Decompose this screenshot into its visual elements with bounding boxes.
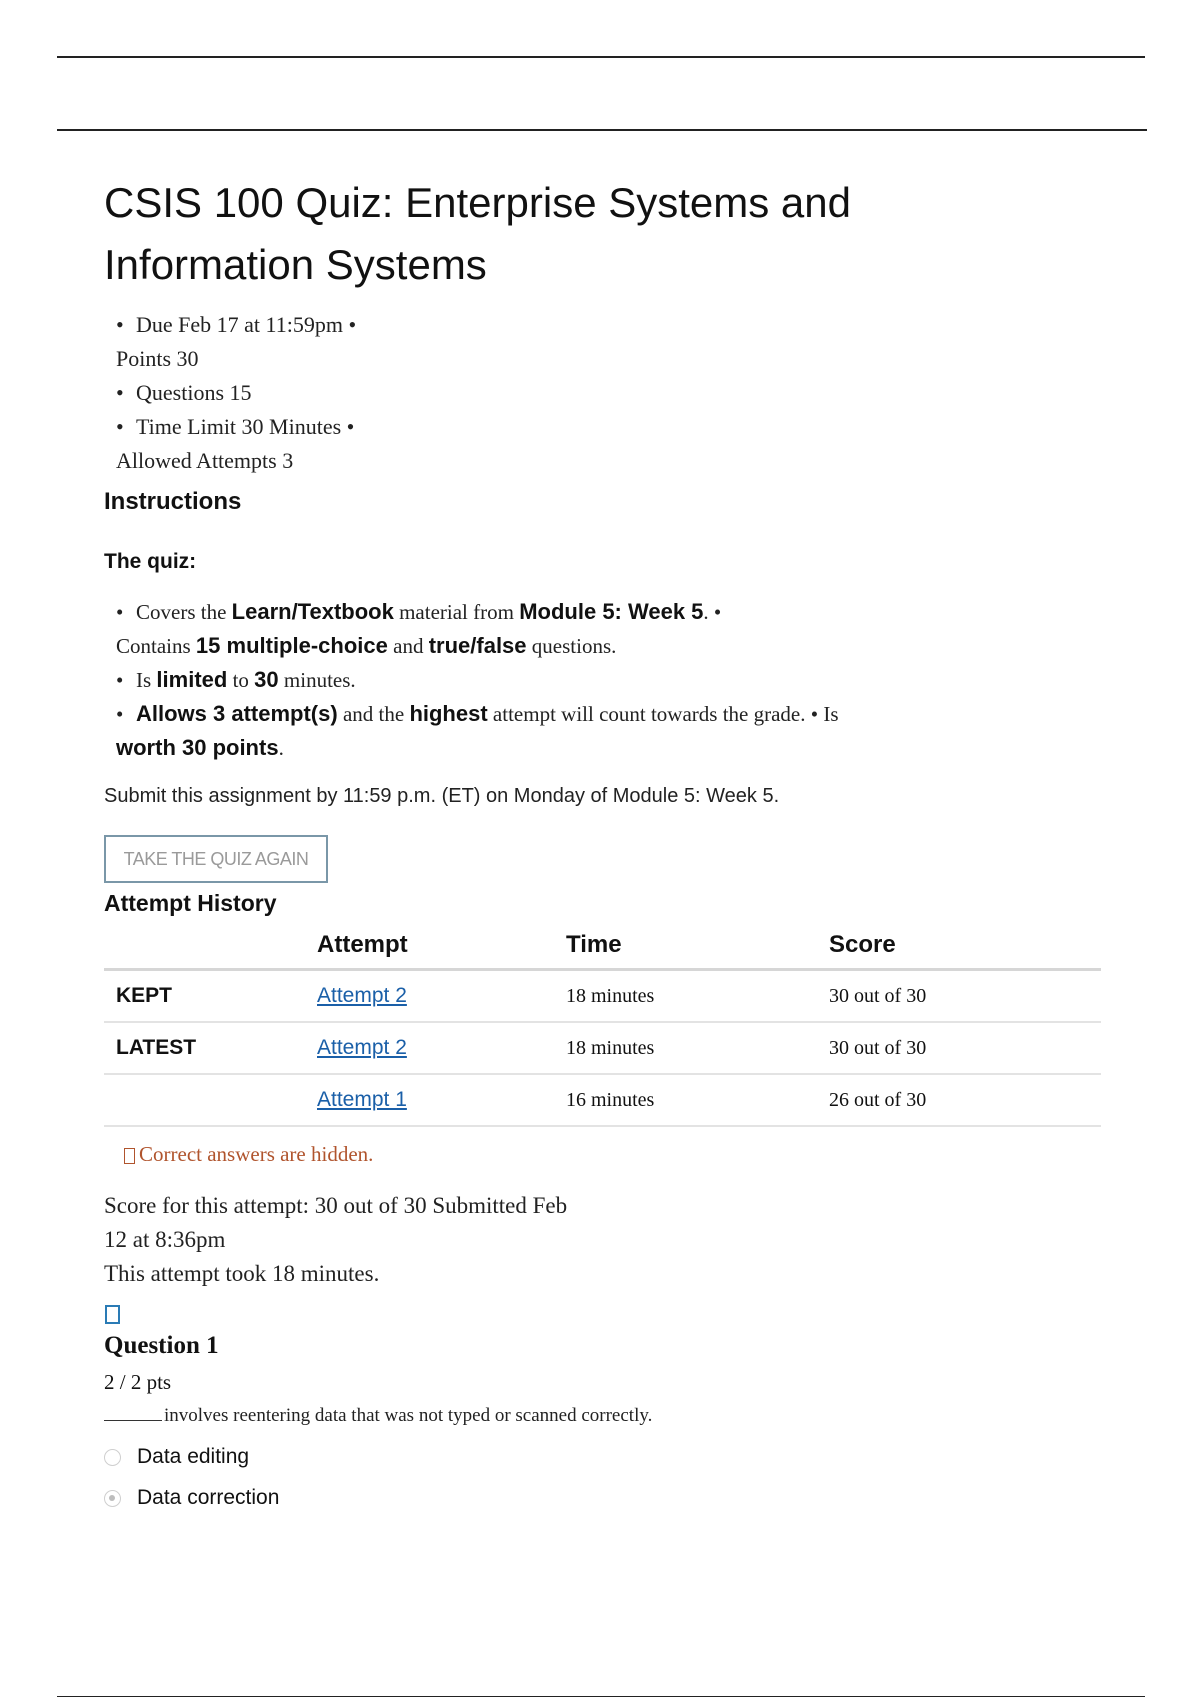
column-header-time: Time <box>566 922 829 970</box>
list-item: • Allows 3 attempt(s) and the highest attempt will count towards the grade. • Is <box>116 701 839 726</box>
blank-line <box>104 1420 162 1421</box>
table-row <box>104 1074 1101 1126</box>
attempt-time: 18 minutes <box>566 1022 829 1074</box>
quiz-details: • Due Feb 17 at 11:59pm • Points 30 • Questions 15 • Time Limit 30 Minutes • Allowed Attempts 3 <box>116 312 357 473</box>
top-rule <box>57 56 1145 58</box>
radio-icon[interactable] <box>104 1449 121 1466</box>
column-header-attempt: Attempt <box>317 922 566 970</box>
allowed-attempts: Allowed Attempts 3 <box>116 448 294 473</box>
questions-count: Questions 15 <box>136 380 252 405</box>
list-item: worth 30 points. <box>116 735 284 760</box>
take-quiz-again-button[interactable]: TAKE THE QUIZ AGAIN <box>104 835 328 883</box>
duration-line: This attempt took 18 minutes. <box>104 1261 380 1286</box>
submitted-line: 12 at 8:36pm <box>104 1227 226 1252</box>
table-row <box>104 970 1101 1023</box>
quiz-subheading: The quiz: <box>104 550 197 573</box>
attempt-summary <box>104 1189 567 1291</box>
attempt-link[interactable]: Attempt 2 <box>317 984 407 1007</box>
warning-icon <box>124 1148 135 1164</box>
bottom-rule <box>57 1696 1145 1697</box>
submit-note: Submit this assignment by 11:59 p.m. (ET) on Monday of Module 5: Week 5. <box>104 785 780 807</box>
attempt-score: 26 out of 30 <box>829 1074 1101 1126</box>
list-item: • Is limited to 30 minutes. <box>116 667 356 692</box>
question-text: involves reentering data that was not typed or scanned correctly. <box>104 1405 652 1427</box>
instructions-list <box>116 595 916 765</box>
due-date: Due Feb 17 at 11:59pm • <box>136 312 357 337</box>
header-rule <box>57 129 1147 131</box>
column-header-label <box>104 922 317 970</box>
instructions-heading: Instructions <box>104 488 242 515</box>
score-line: Score for this attempt: 30 out of 30 Submitted Feb <box>104 1193 568 1218</box>
attempt-history-heading: Attempt History <box>104 890 277 916</box>
question-flag-icon[interactable] <box>105 1305 120 1324</box>
list-item: Contains 15 multiple-choice and true/false questions. <box>116 633 617 658</box>
page-title-text: CSIS 100 Quiz: Enterprise Systems and Information Systems <box>104 179 851 288</box>
table-row <box>104 1022 1101 1074</box>
row-label: KEPT <box>104 970 317 1023</box>
attempt-history-table <box>104 922 1101 1127</box>
column-header-score: Score <box>829 922 1101 970</box>
correct-answers-hidden-note: Correct answers are hidden. <box>124 1142 373 1167</box>
answer-option-data-correction[interactable]: Data correction <box>104 1486 279 1510</box>
radio-selected-icon[interactable] <box>104 1490 121 1507</box>
points: Points 30 <box>116 346 199 371</box>
question-points: 2 / 2 pts <box>104 1370 172 1394</box>
attempt-time: 18 minutes <box>566 970 829 1023</box>
time-limit: Time Limit 30 Minutes • <box>136 414 355 439</box>
attempt-link[interactable]: Attempt 1 <box>317 1088 407 1111</box>
attempt-score: 30 out of 30 <box>829 1022 1101 1074</box>
attempt-score: 30 out of 30 <box>829 970 1101 1023</box>
question-title: Question 1 <box>104 1332 219 1359</box>
row-label: LATEST <box>104 1022 317 1074</box>
table-header-row <box>104 922 1101 970</box>
row-label <box>104 1074 317 1126</box>
list-item: • Covers the Learn/Textbook material from Module 5: Week 5. • <box>116 599 722 624</box>
page-title <box>104 172 924 296</box>
attempt-time: 16 minutes <box>566 1074 829 1126</box>
answer-option-data-editing[interactable]: Data editing <box>104 1445 249 1469</box>
attempt-link[interactable]: Attempt 2 <box>317 1036 407 1059</box>
